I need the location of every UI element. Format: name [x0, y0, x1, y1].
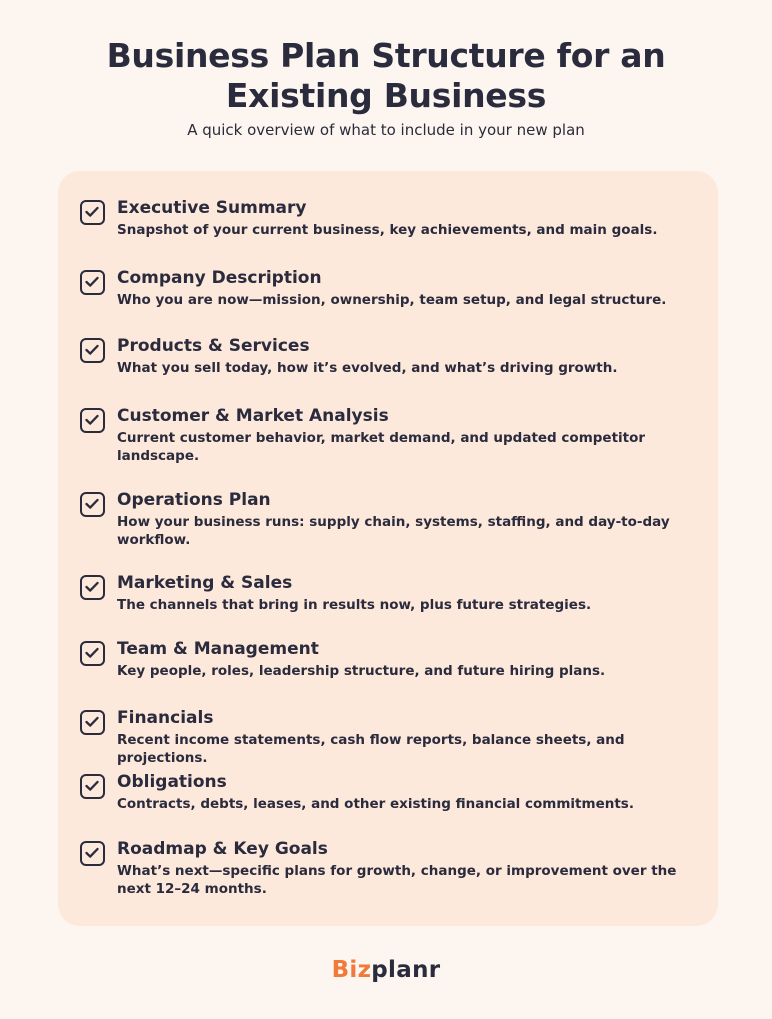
- item-description: What you sell today, how it’s evolved, and what’s driving growth.: [117, 360, 618, 376]
- item-description: Current customer behavior, market demand, and updated competitor landscape.: [117, 430, 646, 464]
- checked-checkbox-icon: [80, 710, 105, 735]
- checked-checkbox-icon: [80, 492, 105, 517]
- item-description: Recent income statements, cash flow reports, balance sheets, and projections.: [117, 732, 625, 766]
- item-description: Contracts, debts, leases, and other existing financial commitments.: [117, 796, 634, 812]
- item-title: Company Description: [117, 268, 322, 288]
- item-title: Products & Services: [117, 336, 310, 356]
- checked-checkbox-icon: [80, 408, 105, 433]
- logo-part-biz: Biz: [331, 957, 372, 983]
- item-title: Customer & Market Analysis: [117, 406, 389, 426]
- item-title: Financials: [117, 708, 214, 728]
- item-title: Team & Management: [117, 639, 319, 659]
- item-title: Roadmap & Key Goals: [117, 839, 328, 859]
- item-title: Operations Plan: [117, 490, 271, 510]
- item-description: What’s next—specific plans for growth, change, or improvement over the next 12–24 months.: [117, 863, 677, 897]
- logo-part-planr: planr: [371, 957, 441, 983]
- page-title: [0, 36, 772, 116]
- bizplanr-logo: [0, 957, 772, 983]
- item-description: Who you are now—mission, ownership, team setup, and legal structure.: [117, 292, 667, 308]
- item-title: Marketing & Sales: [117, 573, 293, 593]
- checked-checkbox-icon: [80, 641, 105, 666]
- page-title-line2: Existing Business: [225, 76, 547, 115]
- item-description: How your business runs: supply chain, systems, staffing, and day-to-day workflow.: [117, 514, 670, 548]
- checked-checkbox-icon: [80, 200, 105, 225]
- checked-checkbox-icon: [80, 338, 105, 363]
- item-description: Snapshot of your current business, key achievements, and main goals.: [117, 222, 658, 238]
- checked-checkbox-icon: [80, 774, 105, 799]
- item-title: Obligations: [117, 772, 227, 792]
- page-subtitle: A quick overview of what to include in your new plan: [187, 121, 585, 139]
- item-title: Executive Summary: [117, 198, 307, 218]
- page-title-line1: Business Plan Structure for an: [106, 36, 666, 75]
- checked-checkbox-icon: [80, 841, 105, 866]
- item-description: Key people, roles, leadership structure, and future hiring plans.: [117, 663, 606, 679]
- item-description: The channels that bring in results now, plus future strategies.: [117, 597, 592, 613]
- checked-checkbox-icon: [80, 270, 105, 295]
- checked-checkbox-icon: [80, 575, 105, 600]
- checklist-card: [58, 171, 718, 926]
